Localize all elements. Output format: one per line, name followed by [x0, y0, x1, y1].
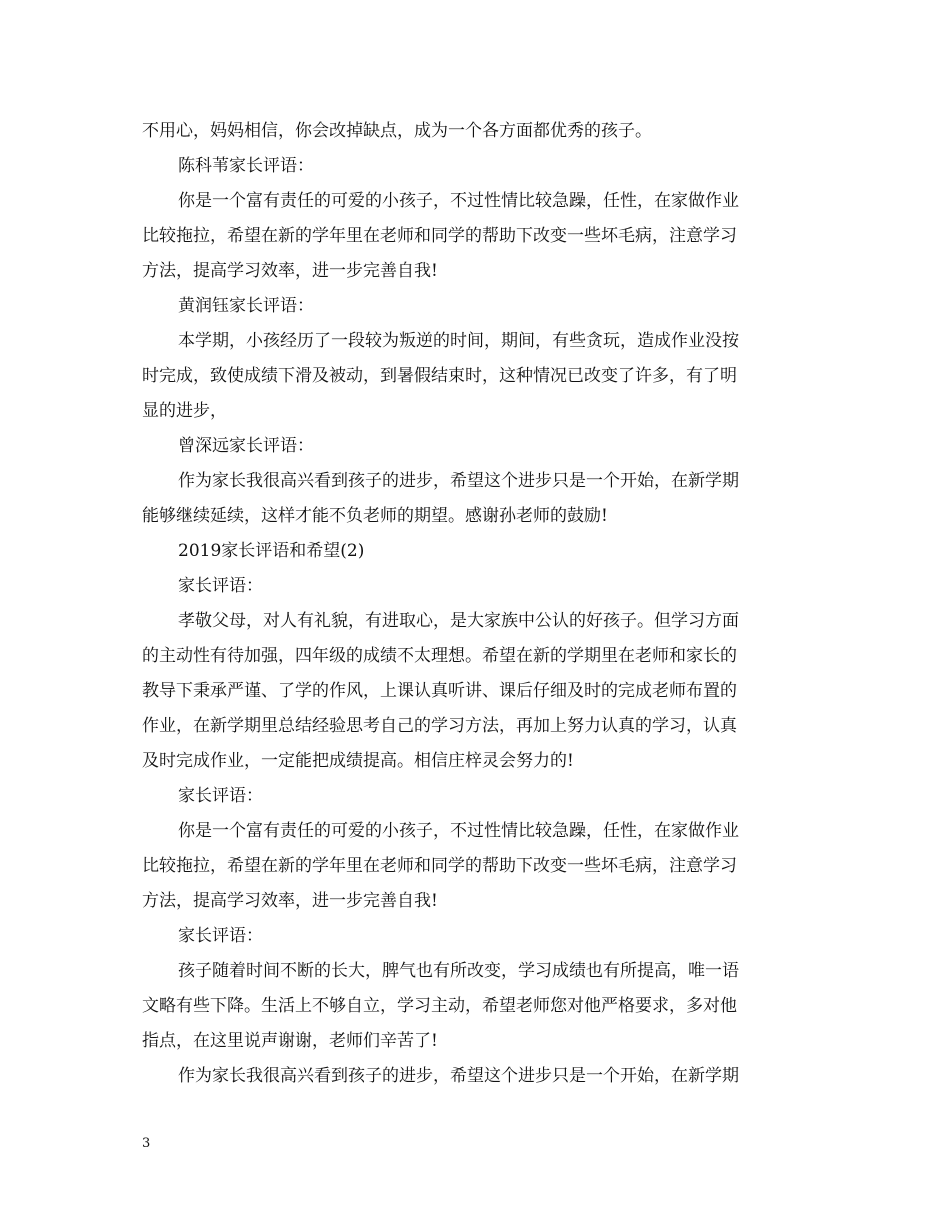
text-line: 能够继续延续，这样才能不负老师的期望。感谢孙老师的鼓励! [142, 506, 608, 526]
text-line: 方法，提高学习效率，进一步完善自我! [142, 891, 438, 911]
text-line: 文略有些下降。生活上不够自立，学习主动，希望老师您对他严格要求，多对他 [142, 996, 737, 1016]
text-line: 你是一个富有责任的可爱的小孩子，不过性情比较急躁，任性，在家做作业 [178, 191, 739, 211]
page-number: 3 [142, 1136, 151, 1151]
text-line: 本学期，小孩经历了一段较为叛逆的时间，期间，有些贪玩，造成作业没按 [178, 331, 739, 351]
section-heading: 黄润钰家长评语： [178, 296, 314, 316]
text-line: 及时完成作业，一定能把成绩提高。相信庄梓灵会努力的! [142, 751, 574, 771]
text-line: 的主动性有待加强，四年级的成绩不太理想。希望在新的学期里在老师和家长的 [142, 646, 737, 666]
text-line: 方法，提高学习效率，进一步完善自我! [142, 261, 438, 281]
text-line: 你是一个富有责任的可爱的小孩子，不过性情比较急躁，任性，在家做作业 [178, 821, 739, 841]
text-line: 不用心，妈妈相信，你会改掉缺点，成为一个各方面都优秀的孩子。 [142, 121, 652, 141]
section-heading: 陈科苇家长评语： [178, 156, 314, 176]
text-line: 比较拖拉，希望在新的学年里在老师和同学的帮助下改变一些坏毛病，注意学习 [142, 226, 737, 246]
text-line: 指点，在这里说声谢谢，老师们辛苦了! [142, 1031, 438, 1051]
text-line: 作为家长我很高兴看到孩子的进步，希望这个进步只是一个开始，在新学期 [178, 471, 739, 491]
text-line: 教导下秉承严谨、了学的作风，上课认真听讲、课后仔细及时的完成老师布置的 [142, 681, 737, 701]
text-line: 作业，在新学期里总结经验思考自己的学习方法，再加上努力认真的学习，认真 [142, 716, 737, 736]
text-line: 作为家长我很高兴看到孩子的进步，希望这个进步只是一个开始，在新学期 [178, 1066, 739, 1086]
section-title: 2019家长评语和希望(2) [178, 541, 365, 561]
text-line: 比较拖拉，希望在新的学年里在老师和同学的帮助下改变一些坏毛病，注意学习 [142, 856, 737, 876]
section-heading: 家长评语： [178, 926, 263, 946]
section-heading: 曾深远家长评语： [178, 436, 314, 456]
document-body [142, 114, 810, 1094]
text-line: 孩子随着时间不断的长大，脾气也有所改变，学习成绩也有所提高，唯一语 [178, 961, 739, 981]
section-heading: 家长评语： [178, 576, 263, 596]
text-line: 孝敬父母，对人有礼貌，有进取心，是大家族中公认的好孩子。但学习方面 [178, 611, 739, 631]
section-heading: 家长评语： [178, 786, 263, 806]
text-line: 显的进步， [142, 401, 227, 421]
text-line: 时完成，致使成绩下滑及被动，到暑假结束时，这种情况已改变了许多，有了明 [142, 366, 737, 386]
